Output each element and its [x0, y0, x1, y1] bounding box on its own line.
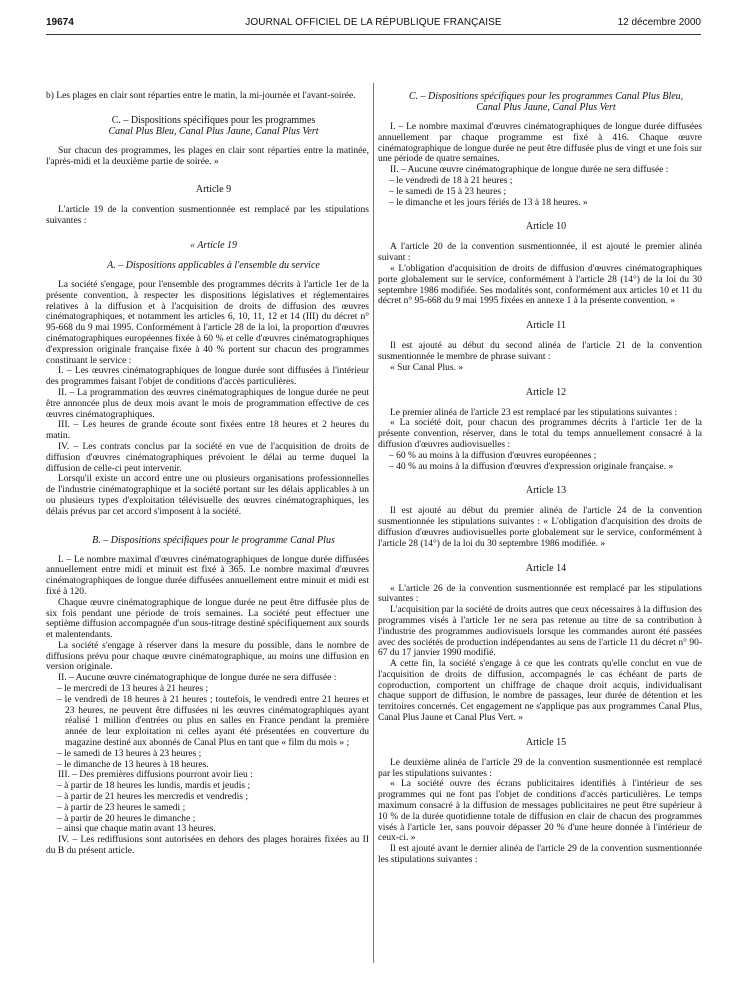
paragraph: « La société ouvre des écrans publicitaires identifiés à l'intérieur de ses programmes qui ne font pas l'objet de conditions d'accès particulières. Le temps maximum consacré à la diffusion de messages publicitaires ne peut être supérieur à 10 % de la durée quotidienne totale de diffusion en clair de chacun des programmes visés à l'article 1er, sans pouvoir dépasser 20 % d'une heure donnée à l'intérieur de ceux-ci. »: [378, 779, 702, 844]
section-heading: Canal Plus Jaune, Canal Plus Vert: [476, 102, 616, 113]
paragraph: La société s'engage à réserver dans la mesure du possible, dans le nombre de diffusions prévu pour chaque œuvre cinématographique, au moins une diffusion en version originale.: [46, 640, 369, 673]
paragraph: I. – Le nombre maximal d'œuvres cinématographiques de longue durée diffusées annuellement entre midi et minuit est fixé à 365. Le nombre maximal d'œuvres cinématographiques de longue durée diffusées annuellement entre minuit et midi est fixé à 120.: [46, 554, 369, 597]
page-header: [46, 12, 701, 35]
article-title: Article 13: [525, 485, 567, 497]
paragraph: II. – Aucune œuvre cinématographique de longue durée ne sera diffusée :: [58, 673, 337, 684]
page-number: 19674: [46, 17, 74, 28]
list-item: – ainsi que chaque matin avant 13 heures.: [57, 824, 216, 835]
paragraph: Lorsqu'il existe un accord entre une ou plusieurs organisations professionnelles de l'industrie cinématographique et la société portant sur les délais applicables à un ou plusieurs types d'exploitation télévisuelle des œuvres cinématographiques, les délais prévus par cet accord s'imposent à la société.: [46, 474, 369, 517]
publication-date: 12 décembre 2000: [617, 17, 701, 28]
paragraph: « L'article 26 de la convention susmentionnée est remplacé par les stipulations suivantes :: [378, 583, 702, 605]
section-heading: A. – Dispositions applicables à l'ensemble du service: [107, 259, 320, 271]
paragraph: Il est ajouté au début du second alinéa de l'article 21 de la convention susmentionnée le membre de phrase suivant :: [378, 341, 702, 362]
list-item: – 60 % au moins à la diffusion d'œuvres européennes ;: [389, 450, 597, 461]
article-title: Article 12: [525, 386, 567, 398]
right-column: [378, 91, 702, 866]
list-item: – à partir de 23 heures le samedi ;: [57, 802, 186, 813]
paragraph: « L'obligation d'acquisition de droits de diffusion d'œuvres cinématographiques porte globalement sur le service, conformément à l'article 28 (14°) de la loi du 30 septembre 1986 modifiée. Ses modalités sont, conformément aux articles 10 et 11 du décret n° 95-668 du 9 mai 1995 fixées en annexe 1 à la présente convention. »: [378, 263, 702, 307]
list-item: – à partir de 18 heures les lundis, mardis et jeudis ;: [57, 781, 251, 792]
paragraph: Chaque œuvre cinématographique de longue durée ne peut être diffusée plus de six fois pendant une période de trois semaines. La société peut effectuer une septième diffusion accompagnée d'un sous-titrage destiné spécifiquement aux sourds et malentendants.: [46, 597, 369, 641]
paragraph: « Sur Canal Plus. »: [390, 362, 464, 373]
left-column: [46, 91, 369, 857]
list-item: – le vendredi de 18 heures à 21 heures ; toutefois, le vendredi entre 21 heures et 23 heures, ne peuvent être diffusées ni les œuvres cinématographiques ayant réalisé 1 million d'entrées ou plus en salles en France pendant la première année de leur exploitation ni celles ayant été présentées en couverture du magazine destiné aux abonnés de Canal Plus en tant que « film du mois » ;: [57, 694, 369, 749]
paragraph: b) Les plages en clair sont réparties entre le matin, la mi-journée et l'avant-soirée.: [46, 91, 356, 101]
list-item: – le mercredi de 13 heures à 21 heures ;: [57, 684, 209, 695]
paragraph: Le premier alinéa de l'article 23 est remplacé par les stipulations suivantes :: [390, 407, 678, 418]
paragraph: L'acquisition par la société de droits autres que ceux nécessaires à la diffusion des programmes visés à l'article 1er ne sera pas retenue au titre de sa contribution à l'industrie des programmes audiovisuels lorsque les commandes auront été passées avec des sociétés de production indépendantes au sens de l'article 11 du décret n° 90-67 du 17 janvier 1990 modifié.: [378, 605, 702, 659]
paragraph: L'article 19 de la convention susmentionnée est remplacé par les stipulations suivantes :: [46, 205, 369, 227]
paragraph: Sur chacun des programmes, les plages en clair sont réparties entre la matinée, l'après-midi et la deuxième partie de soirée. »: [46, 145, 369, 167]
paragraph: I. – Les œuvres cinématographiques de longue durée sont diffusées à l'intérieur des programmes faisant l'objet de conditions d'accès particulières.: [46, 366, 369, 388]
paragraph: Il est ajouté avant le dernier alinéa de l'article 29 de la convention susmentionnée les stipulations suivantes :: [378, 844, 702, 866]
list-item: – le dimanche et les jours fériés de 13 à 18 heures. »: [389, 197, 588, 208]
paragraph: I. – Le nombre maximal d'œuvres cinématographiques de longue durée diffusées annuellement par chaque programme est fixé à 416. Chaque œuvre cinématographique de longue durée ne peut être diffusée plus de vingt et une fois sur une période de quatre semaines.: [378, 122, 702, 165]
column-divider: [373, 83, 374, 963]
paragraph: A l'article 20 de la convention susmentionnée, il est ajouté le premier alinéa suivant :: [378, 242, 702, 264]
paragraph: A cette fin, la société s'engage à ce que les contrats qu'elle conclut en vue de l'acquisition de droits de diffusion, accompagnés le cas échéant de parts de coproduction, comportent un chiffrage de chaque droit acquis, individualisant chaque support de diffusion, le nombre de passages, leur durée de détention et les territoires concernés. Cet engagement ne s'applique pas aux programmes Canal Plus, Canal Plus Jaune et Canal Plus Vert. »: [378, 659, 702, 724]
paragraph: IV. – Les contrats conclus par la société en vue de l'acquisition de droits de diffusion d'œuvres cinématographiques prévoient le délai au terme duquel la diffusion de celle-ci peut intervenir.: [46, 441, 369, 474]
paragraph: III. – Les heures de grande écoute sont fixées entre 18 heures et 2 heures du matin.: [46, 420, 369, 442]
paragraph: Il est ajouté au début du premier alinéa de l'article 24 de la convention susmentionnée les stipulations suivantes : « L'obligation d'acquisition des droits de diffusion d'œuvres audiovisuelles porte globalement sur le service, conformément à l'article 28 (14°) de la loi du 30 septembre 1986 modifiée. »: [378, 506, 702, 549]
section-heading: C. – Dispositions spécifiques pour les programmes: [111, 114, 316, 126]
section-heading: Canal Plus Bleu, Canal Plus Jaune, Canal Plus Vert: [108, 125, 319, 137]
journal-title: JOURNAL OFFICIEL DE LA RÉPUBLIQUE FRANÇAISE: [245, 17, 502, 28]
paragraph: « La société doit, pour chacun des programmes décrits à l'article 1er de la présente convention, réserver, dans le total du temps annuellement consacré à la diffusion d'œuvres audiovisuelles :: [378, 418, 702, 450]
article-title: Article 14: [525, 562, 567, 574]
paragraph: IV. – Les rediffusions sont autorisées en dehors des plages horaires fixées au II du B du présent article.: [46, 835, 369, 857]
paragraph: II. – Aucune œuvre cinématographique de longue durée ne sera diffusée :: [390, 165, 669, 176]
paragraph: La société s'engage, pour l'ensemble des programmes décrits à l'article 1er de la présente convention, à respecter les dispositions législatives et réglementaires relatives à la diffusion et à l'acquisition de droits de diffusion des œuvres cinématographiques, et notamment les articles 6, 10, 11, 12 et 14 (III) du décret n° 95-668 du 9 mai 1995. Conformément à l'article 28 de la loi, la proportion d'œuvres cinématographiques européennes fixée à 60 % et celle d'œuvres cinématographiques d'expression originale française fixée à 40 % portent sur chacun des programmes constituant le service :: [46, 279, 369, 366]
article-title: « Article 19: [189, 239, 238, 251]
section-heading: B. – Dispositions spécifiques pour le programme Canal Plus: [92, 534, 335, 546]
article-title: Article 11: [526, 320, 566, 332]
paragraph: III. – Des premières diffusions pourront avoir lieu :: [58, 770, 253, 781]
paragraph: II. – La programmation des œuvres cinématographiques de longue durée ne peut être annoncée plus de deux mois avant le mois de programmation effective de ces œuvres cinématographiques.: [46, 387, 369, 420]
article-title: Article 9: [195, 184, 232, 196]
list-item: – à partir de 21 heures les mercredis et vendredis ;: [57, 792, 248, 803]
list-item: – le samedi de 13 heures à 23 heures ;: [57, 748, 202, 759]
list-item: – 40 % au moins à la diffusion d'œuvres d'expression originale française. »: [389, 461, 674, 472]
list-item: – le vendredi de 18 à 21 heures ;: [389, 175, 513, 186]
paragraph: Le deuxième alinéa de l'article 29 de la convention susmentionnée est remplacé par les stipulations suivantes :: [378, 757, 702, 779]
section-heading: C. – Dispositions spécifiques pour les programmes Canal Plus Bleu,: [408, 91, 684, 102]
list-item: – à partir de 20 heures le dimanche ;: [57, 813, 196, 824]
list-item: – le dimanche de 13 heures à 18 heures.: [57, 759, 209, 770]
article-title: Article 15: [525, 736, 567, 748]
article-title: Article 10: [525, 221, 567, 233]
list-item: – le samedi de 15 à 23 heures ;: [389, 186, 507, 197]
